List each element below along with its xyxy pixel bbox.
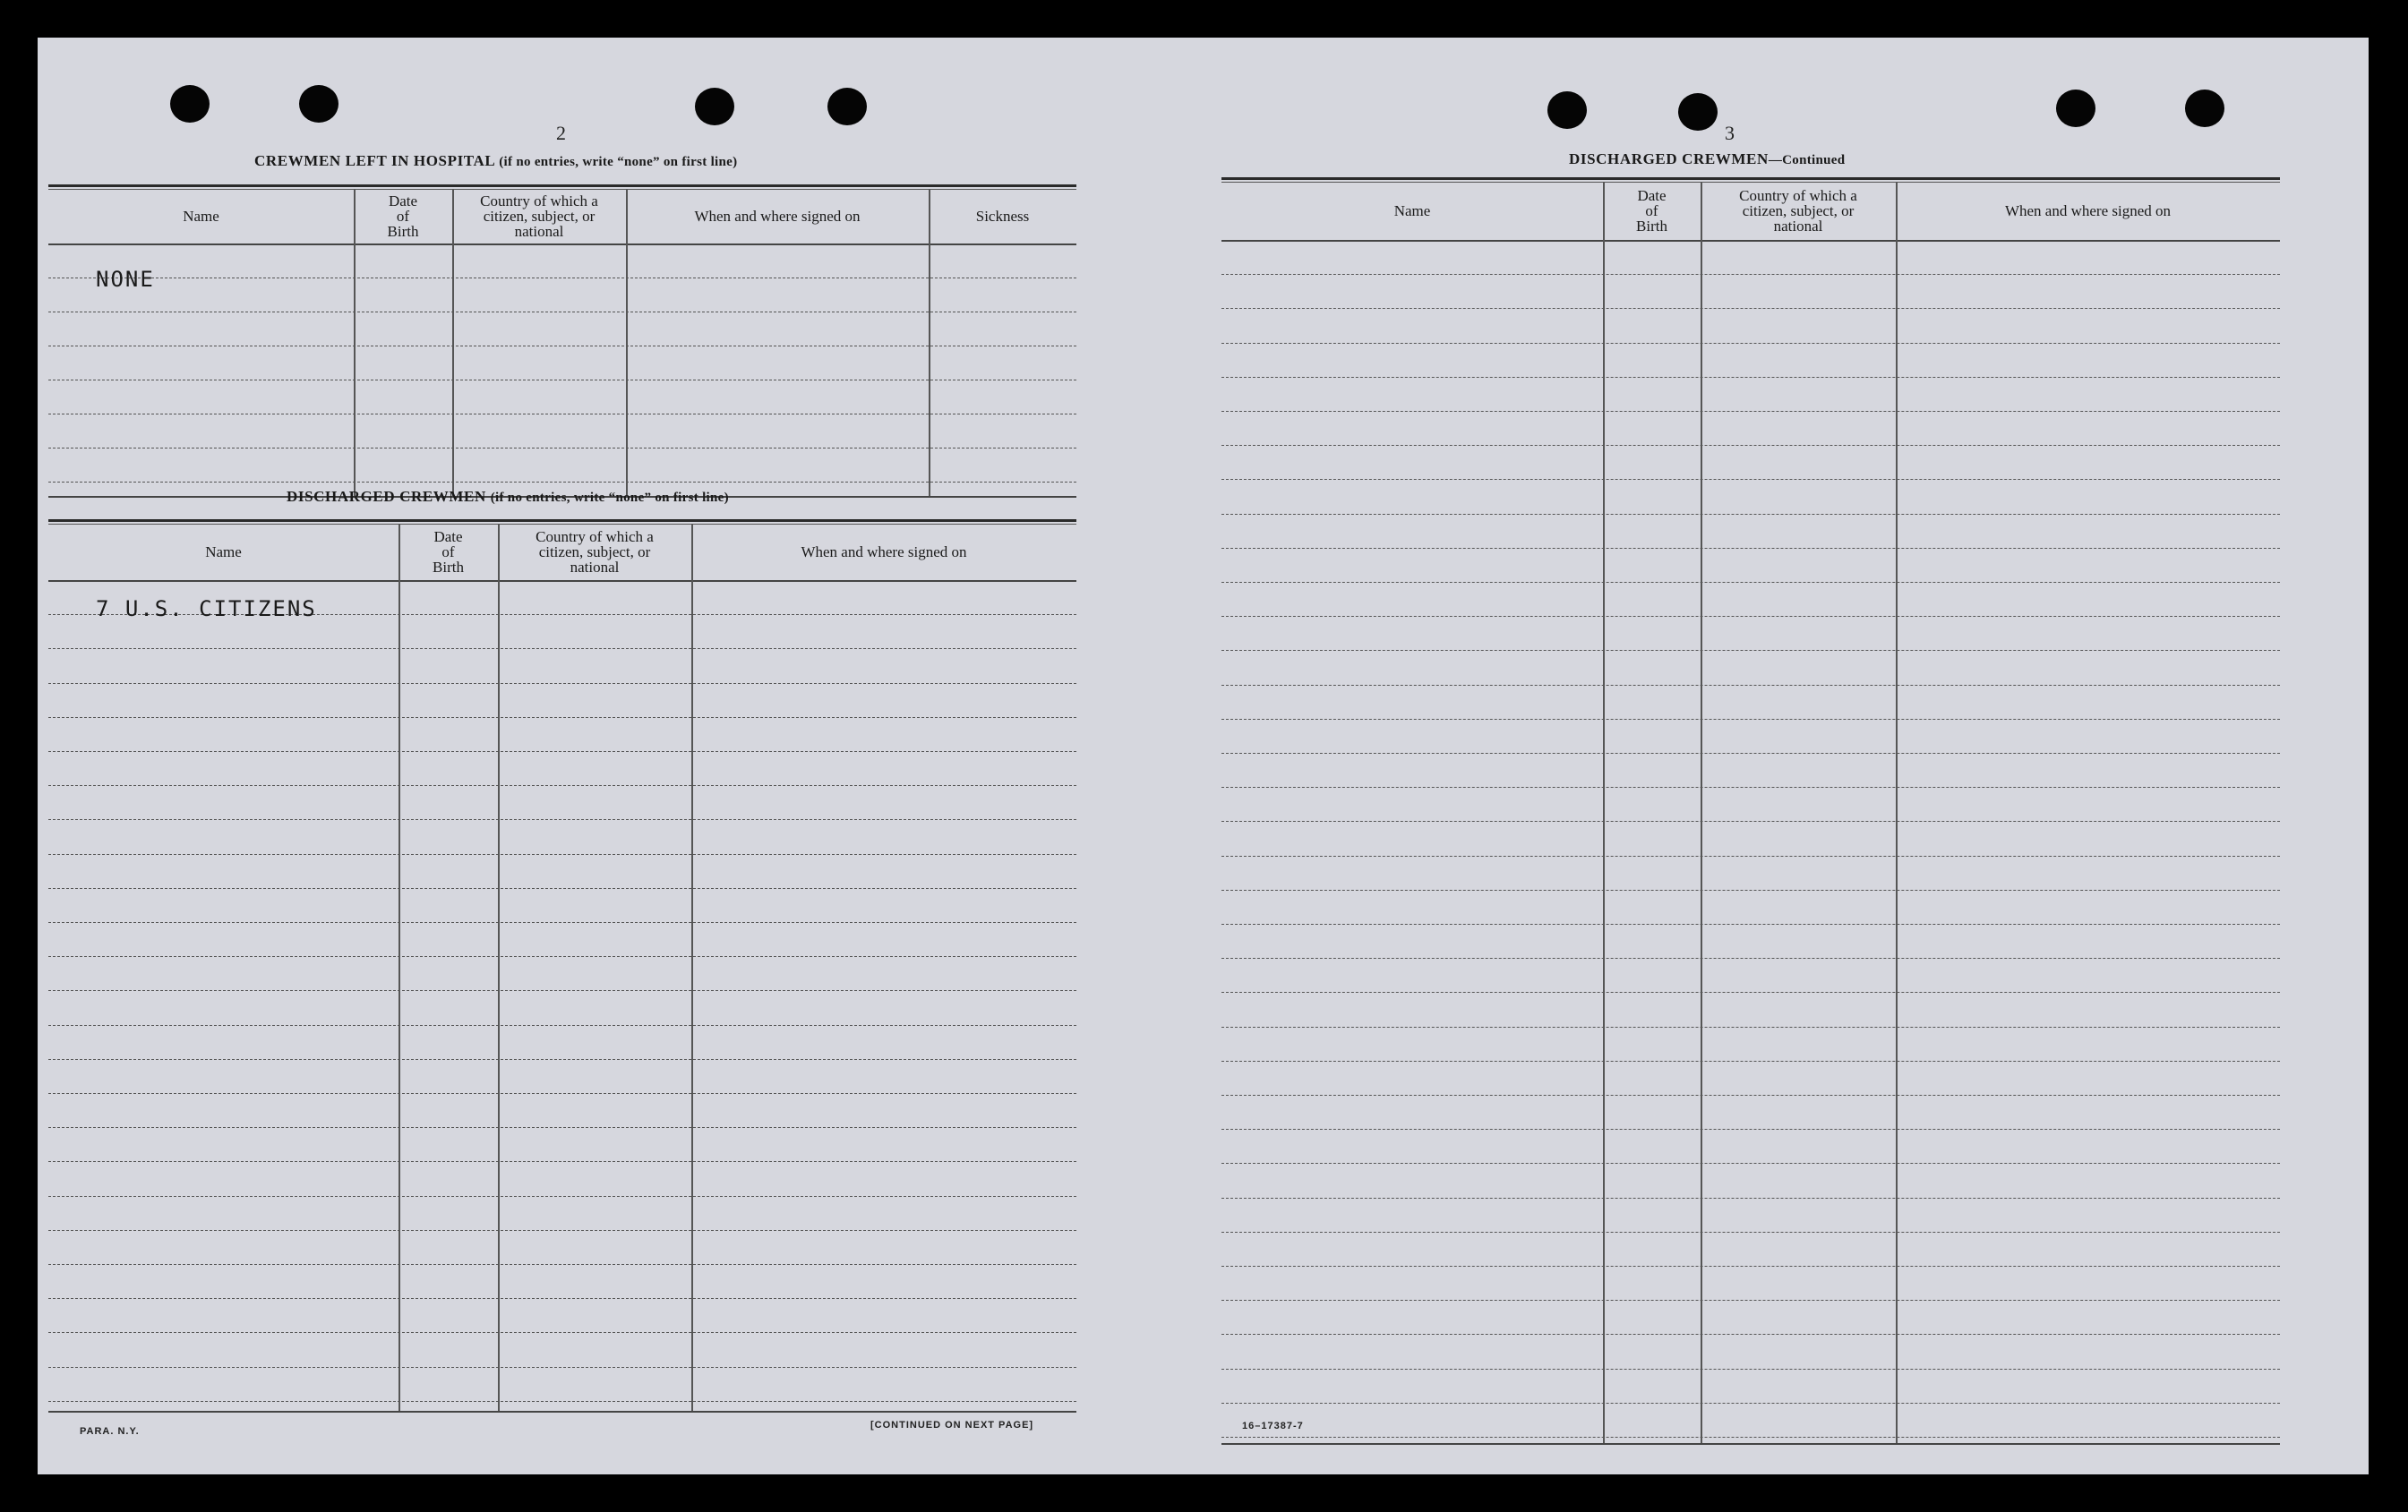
row-rule bbox=[48, 1196, 1076, 1197]
table-bottom-rule bbox=[1221, 1443, 2280, 1445]
row-rule bbox=[48, 785, 1076, 786]
row-rule bbox=[1221, 685, 2280, 686]
row-rule bbox=[48, 683, 1076, 684]
row-rule bbox=[1221, 343, 2280, 344]
column-divider bbox=[1603, 183, 1605, 1443]
row-rule bbox=[48, 1093, 1076, 1094]
column-header: Country of which a citizen, subject, or national bbox=[1739, 187, 1857, 235]
row-rule bbox=[48, 648, 1076, 649]
column-header: Name bbox=[1393, 202, 1431, 219]
row-rule bbox=[1221, 1095, 2280, 1096]
column-header: Date of Birth bbox=[1636, 187, 1667, 235]
row-rule bbox=[48, 1332, 1076, 1333]
row-rule bbox=[1221, 1163, 2280, 1164]
row-rule bbox=[1221, 377, 2280, 378]
footer-form-number: 16–17387-7 bbox=[1242, 1421, 1304, 1431]
discharged-table bbox=[48, 519, 1076, 1414]
row-rule bbox=[1221, 1061, 2280, 1062]
column-header: Date of Birth bbox=[433, 528, 464, 576]
row-rule bbox=[1221, 856, 2280, 857]
column-divider bbox=[498, 525, 500, 1411]
table-top-rule bbox=[1221, 182, 2280, 183]
row-rule bbox=[1221, 719, 2280, 720]
row-rule bbox=[1221, 274, 2280, 275]
column-header: Country of which a citizen, subject, or national bbox=[536, 528, 654, 576]
discharged-entry-name: 7 U.S. CITIZENS bbox=[96, 596, 317, 621]
row-rule bbox=[1221, 616, 2280, 617]
row-rule bbox=[48, 751, 1076, 752]
punch-hole bbox=[2056, 90, 2095, 127]
row-rule bbox=[48, 1230, 1076, 1231]
row-rule bbox=[1221, 753, 2280, 754]
row-rule bbox=[1221, 821, 2280, 822]
row-rule bbox=[48, 482, 1076, 483]
discharged-title-main: DISCHARGED CREWMEN bbox=[287, 488, 486, 505]
row-rule bbox=[48, 1401, 1076, 1402]
row-rule bbox=[1221, 548, 2280, 549]
punch-hole bbox=[1678, 93, 1718, 131]
row-rule bbox=[1221, 1129, 2280, 1130]
row-rule bbox=[1221, 1334, 2280, 1335]
row-rule bbox=[48, 888, 1076, 889]
row-rule bbox=[1221, 1266, 2280, 1267]
column-header: Date of Birth bbox=[387, 192, 419, 240]
table-top-rule bbox=[1221, 177, 2280, 180]
row-rule bbox=[1221, 958, 2280, 959]
punch-hole bbox=[1547, 91, 1587, 129]
row-rule bbox=[48, 819, 1076, 820]
row-rule bbox=[1221, 1198, 2280, 1199]
footer-printer: PARA. N.Y. bbox=[80, 1426, 140, 1437]
table-header-rule bbox=[48, 243, 1076, 245]
row-rule bbox=[1221, 308, 2280, 309]
column-header: Name bbox=[183, 208, 219, 225]
discharged-section-title bbox=[287, 488, 729, 506]
row-rule bbox=[48, 854, 1076, 855]
column-header: When and where signed on bbox=[2004, 202, 2172, 219]
column-divider bbox=[626, 190, 628, 496]
table-top-rule bbox=[48, 184, 1076, 187]
footer-continued: [CONTINUED ON NEXT PAGE] bbox=[870, 1420, 1034, 1431]
table-header-rule bbox=[1221, 240, 2280, 242]
column-header: When and where signed on bbox=[801, 543, 967, 560]
row-rule bbox=[1221, 479, 2280, 480]
row-rule bbox=[1221, 1437, 2280, 1438]
column-divider bbox=[691, 525, 693, 1411]
punch-hole bbox=[695, 88, 734, 125]
row-rule bbox=[48, 717, 1076, 718]
row-rule bbox=[48, 1127, 1076, 1128]
table-top-rule bbox=[48, 519, 1076, 522]
punch-hole bbox=[299, 85, 338, 123]
page-number: 3 bbox=[1725, 122, 1735, 144]
hospital-table bbox=[48, 184, 1076, 500]
hospital-title-note: (if no entries, write “none” on first line) bbox=[499, 155, 738, 169]
row-rule bbox=[1221, 890, 2280, 891]
hospital-title-main: CREWMEN LEFT IN HOSPITAL bbox=[254, 152, 495, 169]
discharged-continued-title bbox=[1569, 150, 1845, 168]
form-sheet bbox=[38, 38, 2369, 1474]
row-rule bbox=[1221, 514, 2280, 515]
column-divider bbox=[398, 525, 400, 1411]
row-rule bbox=[48, 1298, 1076, 1299]
row-rule bbox=[48, 1367, 1076, 1368]
row-rule bbox=[1221, 787, 2280, 788]
row-rule bbox=[1221, 1403, 2280, 1404]
row-rule bbox=[1221, 582, 2280, 583]
row-rule bbox=[1221, 924, 2280, 925]
table-bottom-rule bbox=[48, 1411, 1076, 1413]
row-rule bbox=[48, 1161, 1076, 1162]
row-rule bbox=[48, 990, 1076, 991]
row-rule bbox=[1221, 650, 2280, 651]
discharged-continued-table bbox=[1221, 177, 2280, 1448]
row-rule bbox=[48, 922, 1076, 923]
row-rule bbox=[1221, 1027, 2280, 1028]
row-rule bbox=[48, 956, 1076, 957]
page-number: 2 bbox=[556, 122, 566, 144]
punch-hole bbox=[827, 88, 867, 125]
table-top-rule bbox=[48, 189, 1076, 190]
continued-title-note: —Continued bbox=[1768, 153, 1846, 167]
column-header: When and where signed on bbox=[694, 208, 861, 225]
row-rule bbox=[48, 1264, 1076, 1265]
row-rule bbox=[1221, 411, 2280, 412]
row-rule bbox=[1221, 445, 2280, 446]
column-header: Country of which a citizen, subject, or national bbox=[480, 192, 598, 240]
row-rule bbox=[1221, 1369, 2280, 1370]
punch-hole bbox=[170, 85, 210, 123]
discharged-title-note: (if no entries, write “none” on first line) bbox=[490, 491, 729, 505]
column-header: Sickness bbox=[975, 208, 1030, 225]
punch-hole bbox=[2185, 90, 2224, 127]
hospital-section-title bbox=[254, 152, 737, 170]
column-divider bbox=[1701, 183, 1702, 1443]
row-rule bbox=[1221, 992, 2280, 993]
hospital-entry-name: NONE bbox=[96, 267, 155, 292]
row-rule bbox=[1221, 1232, 2280, 1233]
row-rule bbox=[48, 1025, 1076, 1026]
continued-title-main: DISCHARGED CREWMEN bbox=[1569, 150, 1769, 167]
row-rule bbox=[48, 1059, 1076, 1060]
column-divider bbox=[929, 190, 930, 496]
column-header: Name bbox=[205, 543, 242, 560]
row-rule bbox=[1221, 1300, 2280, 1301]
table-top-rule bbox=[48, 524, 1076, 525]
table-header-rule bbox=[48, 580, 1076, 582]
column-divider bbox=[1896, 183, 1898, 1443]
